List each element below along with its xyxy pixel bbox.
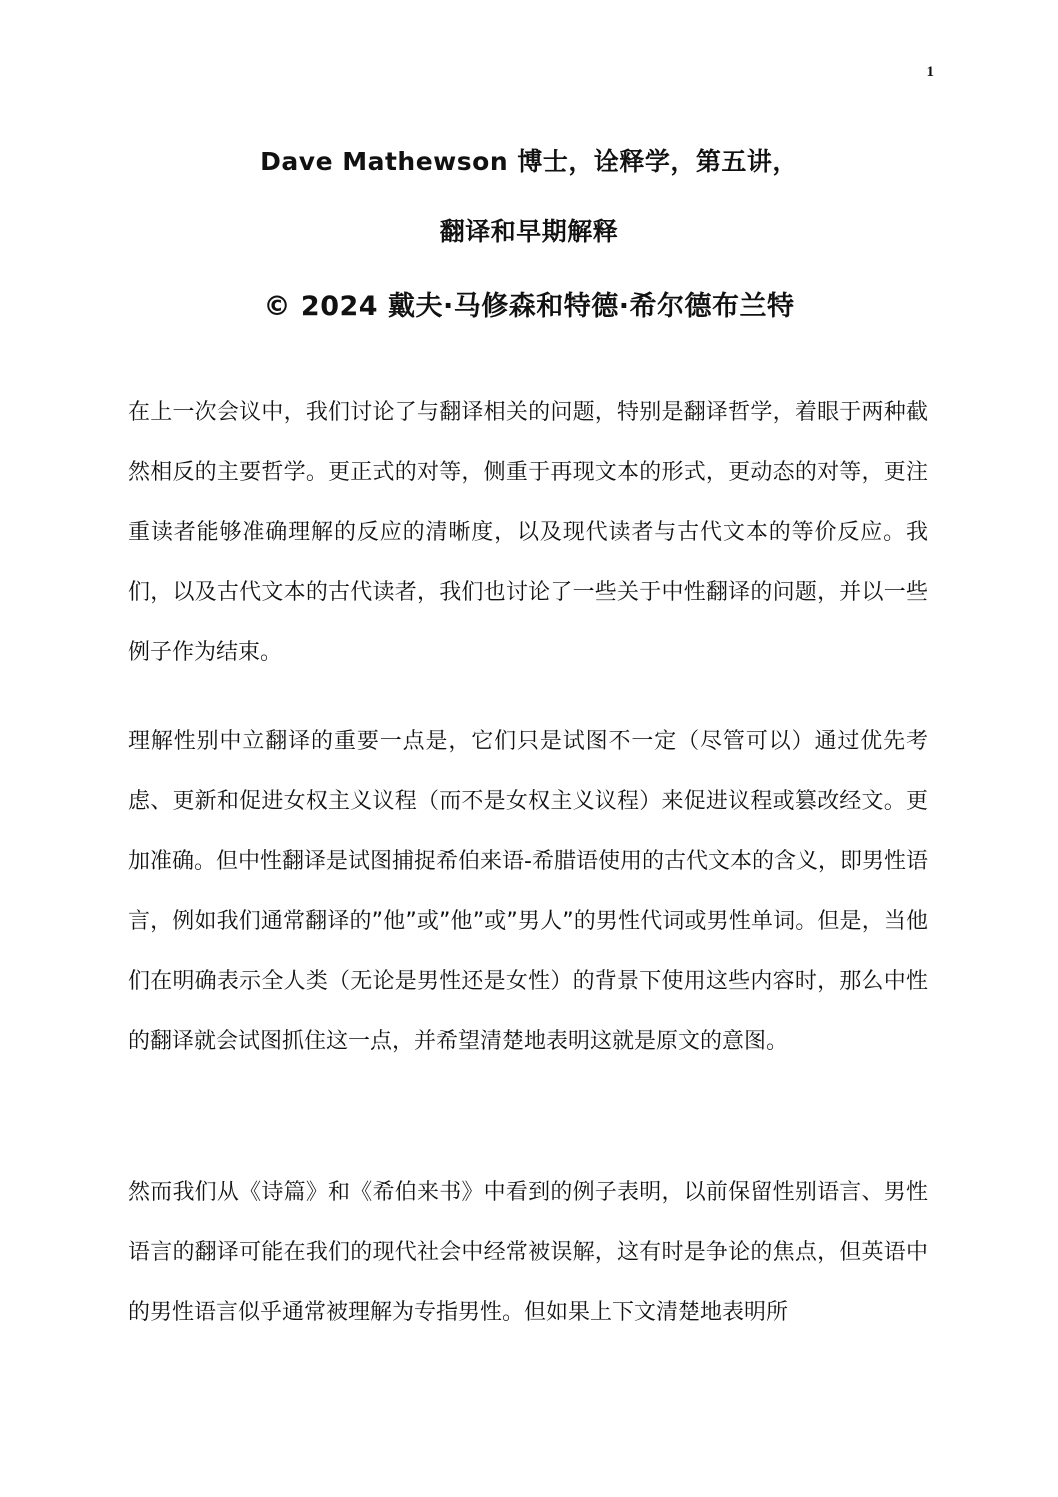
body-paragraph-2: 理解性别中立翻译的重要一点是，它们只是试图不一定（尽管可以）通过优先考虑、更新和促进女权主义议程（而不是女权主义议程）来促进议程或篡改经文。更加准确。但中性翻译是试图捕捉希伯来语-希腊语使用的古代文本的含义，即男性语言，例如我们通常翻译的”他”或”他”或”男人”的男性代词或男性单词。但是，当他们在明确表示全人类（无论是男性还是女性）的背景下使用这些内容时，那么中性的翻译就会试图抓住这一点，并希望清楚地表明这就是原文的意图。 bbox=[128, 729, 928, 1054]
document-title: Dave Mathewson 博士，诠释学，第五讲， bbox=[260, 147, 798, 176]
page-number: 1 bbox=[926, 64, 934, 80]
body-paragraph-3: 然而我们从《诗篇》和《希伯来书》中看到的例子表明，以前保留性别语言、男性语言的翻译可能在我们的现代社会中经常被误解，这有时是争论的焦点，但英语中的男性语言似乎通常被理解为专指男性。但如果上下文清楚地表明所 bbox=[128, 1180, 928, 1325]
copyright-line: © 2024 戴夫·马修森和特德·希尔德布兰特 bbox=[263, 291, 795, 322]
body-paragraph-1: 在上一次会议中，我们讨论了与翻译相关的问题，特别是翻译哲学，着眼于两种截然相反的主要哲学。更正式的对等，侧重于再现文本的形式，更动态的对等，更注重读者能够准确理解的反应的清晰度，以及现代读者与古代文本的等价反应。我们，以及古代文本的古代读者，我们也讨论了一些关于中性翻译的问题，并以一些例子作为结束。 bbox=[128, 400, 928, 665]
document-subtitle: 翻译和早期解释 bbox=[439, 217, 619, 246]
